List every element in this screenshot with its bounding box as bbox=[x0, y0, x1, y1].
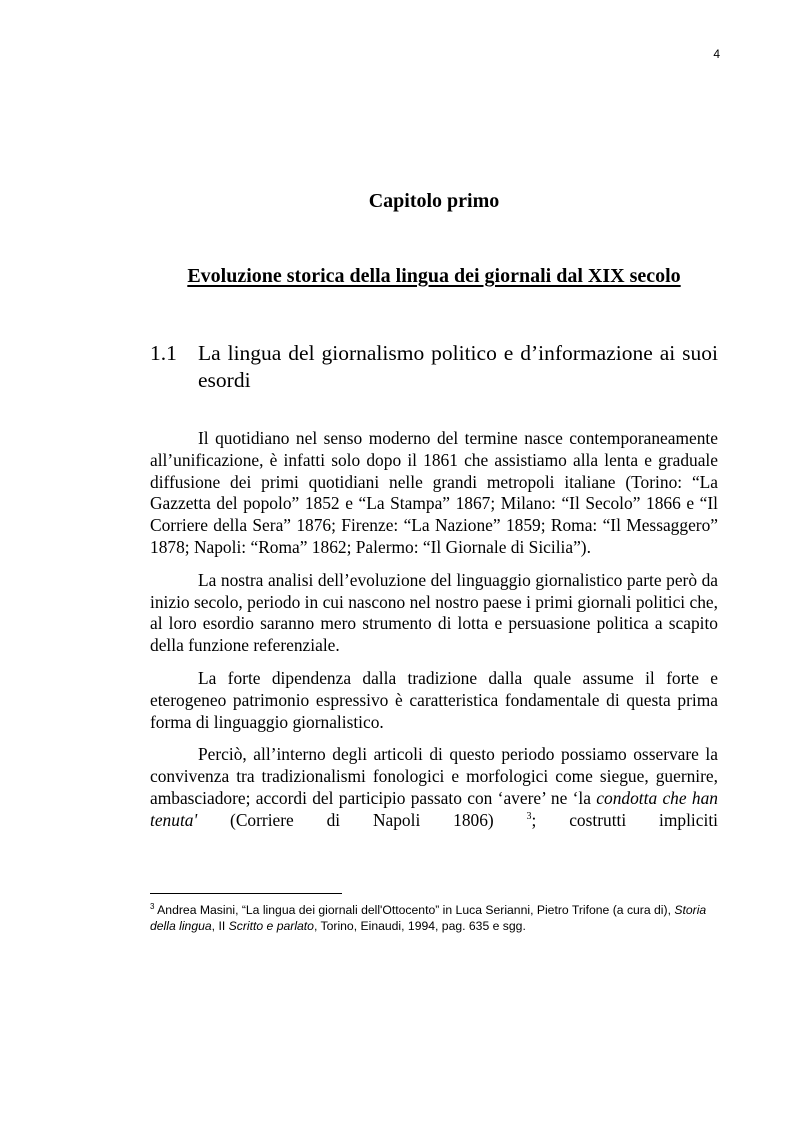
paragraph-text: Perciò, all’interno degli articoli di questo periodo possiamo osservare la convivenza tra tradizionalismi fonologici e morfologici come siegue, guernire, ambasciadore; accordi del participio passato con ‘avere’ ne ‘la bbox=[150, 744, 718, 808]
footnote-divider bbox=[150, 893, 342, 894]
page-number: 4 bbox=[713, 47, 720, 61]
paragraph: La forte dipendenza dalla tradizione dalla quale assume il forte e eterogeneo patrimonio espressivo è caratteristica fondamentale di questa prima forma di linguaggio giornalistico. bbox=[150, 667, 718, 732]
footnote-number: 3 bbox=[150, 902, 155, 911]
footnote-text: , II bbox=[211, 919, 229, 933]
paragraph bbox=[150, 744, 718, 831]
footnote bbox=[150, 902, 718, 934]
footnote-text: Andrea Masini, “La lingua dei giornali dell'Ottocento” in Luca Serianni, Pietro Trifone (a cura di), bbox=[154, 903, 675, 917]
paragraph-italic-quote: condotta che han tenuta' bbox=[150, 787, 718, 830]
section-number: 1.1 bbox=[150, 341, 177, 365]
section-title: La lingua del giornalismo politico e d’informazione ai suoi esordi bbox=[198, 341, 718, 392]
paragraph: La nostra analisi dell’evoluzione del linguaggio giornalistico parte però da inizio secolo, periodo in cui nascono nel nostro paese i primi giornali politici che, al loro esordio saranno mero strumento di lotta e persuasione politica a scapito della funzione referenziale. bbox=[150, 569, 718, 656]
footnote-reference: 3 bbox=[526, 810, 532, 822]
paragraph-text: ; costrutti impliciti bbox=[531, 809, 718, 830]
footnote-text: , Torino, Einaudi, 1994, pag. 635 e sgg. bbox=[313, 919, 526, 933]
body-text bbox=[150, 428, 718, 832]
paragraph-text: (Corriere di Napoli 1806) bbox=[197, 809, 527, 830]
chapter-title: Capitolo primo bbox=[368, 190, 500, 212]
footnote-italic-title: Scritto e parlato bbox=[228, 919, 314, 933]
paragraph: Il quotidiano nel senso moderno del termine nasce contemporaneamente all’unificazione, è infatti solo dopo il 1861 che assistiamo alla lenta e graduale diffusione dei primi quotidiani nelle grandi metropoli italiane (Torino: “La Gazzetta del popolo” 1852 e “La Stampa” 1867; Milano: “Il Secolo” 1866 e “Il Corriere della Sera” 1876; Firenze: “La Nazione” 1859; Roma: “Il Messaggero” 1878; Napoli: “Roma” 1862; Palermo: “Il Giornale di Sicilia”). bbox=[150, 428, 718, 557]
section-heading bbox=[150, 340, 718, 394]
footnote-italic-title: Storia della lingua bbox=[150, 903, 707, 933]
main-title: Evoluzione storica della lingua dei giornali dal XIX secolo bbox=[187, 265, 681, 287]
